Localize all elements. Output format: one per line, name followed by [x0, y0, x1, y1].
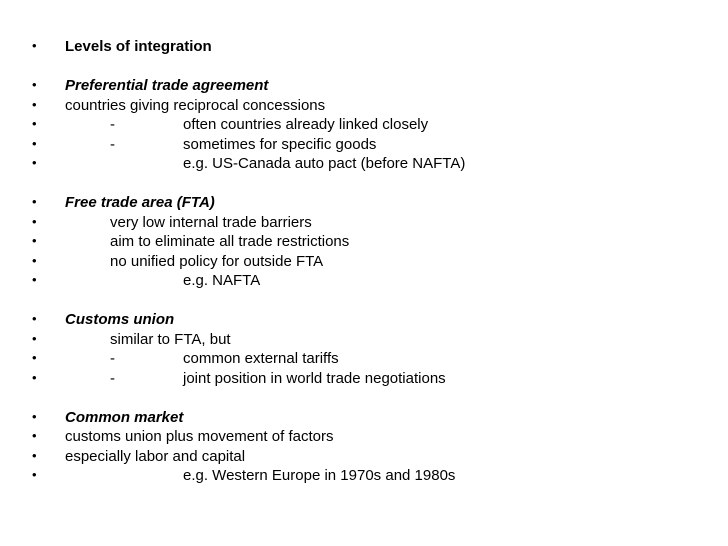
indented-text: similar to FTA, but	[110, 330, 231, 348]
bullet-marker: •	[32, 194, 37, 209]
example-text: e.g. NAFTA	[183, 272, 261, 289]
bullet-line	[0, 271, 728, 291]
bullet-line	[0, 447, 728, 467]
dash-marker: -	[110, 369, 115, 387]
bullet-marker: •	[32, 233, 37, 248]
bullet-line	[0, 408, 728, 428]
bullet-marker: •	[32, 447, 37, 463]
bullet-marker: •	[32, 38, 37, 53]
indented-text: very low internal trade barriers	[110, 213, 312, 231]
dash-marker: -	[110, 350, 115, 367]
indented-text: aim to eliminate all trade restrictions	[110, 233, 350, 250]
line-text: countries giving reciprocal concessions	[65, 96, 326, 114]
bullet-marker: •	[32, 369, 37, 385]
bullet-marker: •	[32, 272, 37, 287]
bullet-marker: •	[32, 77, 37, 92]
bullet-marker: •	[32, 467, 37, 482]
bullet-marker: •	[32, 155, 37, 170]
sub-point-text: common external tariffs	[183, 350, 339, 367]
bullet-marker: •	[32, 135, 37, 151]
example-text: e.g. Western Europe in 1970s and 1980s	[183, 467, 456, 484]
bullet-line	[0, 115, 728, 135]
sub-point-text: sometimes for specific goods	[183, 135, 377, 153]
bullet-marker: •	[32, 330, 37, 346]
sub-point-text: joint position in world trade negotiations	[183, 369, 446, 387]
bullet-line	[0, 193, 728, 213]
line-text: customs union plus movement of factors	[65, 428, 334, 445]
bullet-line	[0, 37, 728, 57]
bullet-marker: •	[32, 213, 37, 229]
bullet-line	[0, 349, 728, 369]
indented-text: no unified policy for outside FTA	[110, 252, 324, 270]
bullet-line	[0, 232, 728, 252]
bullet-line	[0, 135, 728, 155]
bullet-line	[0, 213, 728, 233]
bullet-marker: •	[32, 428, 37, 443]
section-heading: Common market	[65, 408, 184, 426]
dash-marker: -	[110, 135, 115, 153]
bullet-line	[0, 330, 728, 350]
bullet-line	[0, 76, 728, 96]
bullet-line	[0, 369, 728, 389]
dash-marker: -	[110, 116, 115, 133]
section-heading: Customs union	[65, 311, 175, 328]
line-text: especially labor and capital	[65, 447, 246, 465]
bullet-marker: •	[32, 311, 37, 326]
section-heading: Levels of integration	[65, 38, 212, 55]
section-heading: Free trade area (FTA)	[65, 194, 215, 211]
example-text: e.g. US-Canada auto pact (before NAFTA)	[183, 155, 466, 172]
bullet-line	[0, 427, 728, 447]
bullet-marker: •	[32, 96, 37, 112]
bullet-marker: •	[32, 116, 37, 131]
bullet-marker: •	[32, 350, 37, 365]
bullet-line	[0, 310, 728, 330]
bullet-line	[0, 96, 728, 116]
bullet-line	[0, 466, 728, 486]
bullet-marker: •	[32, 252, 37, 268]
bullet-line	[0, 252, 728, 272]
section-heading: Preferential trade agreement	[65, 77, 269, 94]
sub-point-text: often countries already linked closely	[183, 116, 429, 133]
bullet-line	[0, 154, 728, 174]
bullet-marker: •	[32, 408, 37, 424]
